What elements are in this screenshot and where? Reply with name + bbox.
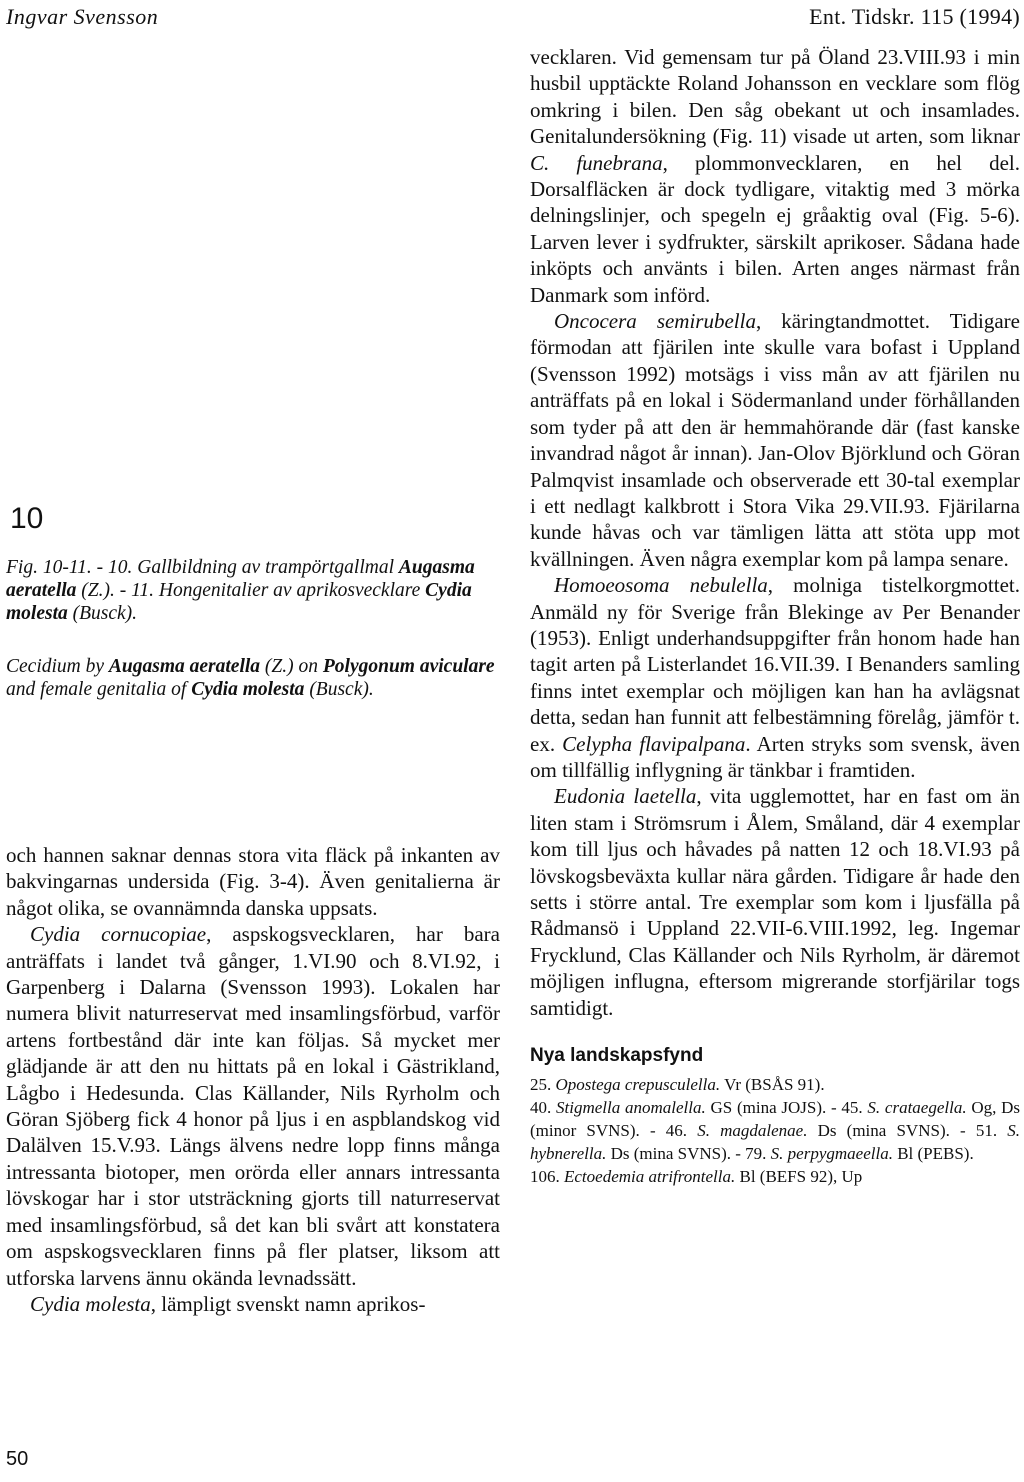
caption-english: Cecidium by Augasma aeratella (Z.) on Polygonum aviculare and female genitalia of Cydia molesta (Busck).	[6, 656, 495, 700]
section-heading: Nya landskapsfynd	[530, 1045, 704, 1067]
body-paragraph: Cydia molesta, lämpligt svenskt namn aprikos-	[30, 1291, 426, 1316]
figure-caption	[6, 556, 502, 701]
running-head-author: Ingvar Svensson	[6, 4, 159, 29]
record-item: 40. Stigmella anomalella. GS (mina JOJS). - 45. S. crataegella. Og, Ds (minor SVNS). - 46. S. magdalenae. Ds (mina SVNS). - 51. S. hybnerella. Ds (mina SVNS). - 79. S. perpygmaeella. Bl (PEBS).	[530, 1098, 1021, 1164]
caption-swedish: Fig. 10-11. - 10. Gallbildning av trampörtgallmal Augasma aeratella (Z.). - 11. Hongenitalier av aprikosvecklare Cydia molesta (Busck).	[6, 557, 475, 624]
left-column	[6, 842, 500, 1317]
body-paragraph: vecklaren. Vid gemensam tur på Öland 23.VIII.93 i min husbil upptäckte Roland Johansson en vecklare som flög omkring i bilen. Den såg obekant ut och insamlades. Genitalundersökning (Fig. 11) visade ut arten, som liknar C. funebrana, plommonvecklaren, en hel del. Dorsalfläcken är dock tydligare, vitaktig med 3 mörka delningslinjer, och spegeln ej gråaktig oval (Fig. 5-6). Larven lever i sydfrukter, särskilt aprikoser. Sådana hade inköpts och använts i bilen. Arten anges närmast från Danmark som införd.	[530, 45, 1020, 307]
page-number: 50	[6, 1448, 29, 1470]
body-paragraph: Cydia cornucopiae, aspskogsvecklaren, har bara anträffats i landet två gånger, 1.VI.90 och 8.VI.92, i Garpenberg i Dalarna (Svensson 1993). Lokalen har numera blivit naturreservat med insamlingsförbud, varför artens fortbestånd där inte kan följas. Så mycket mer glädjande är att den nu hittats på en lokal i Gästrikland, Lågbo i Hedesunda. Clas Källander, Nils Ryrholm och Göran Sjöberg fick 4 honor på ljus i en aspblandskog vid Dalälven 15.V.93. Längs älvens nedre lopp finns många intressanta biotoper, men orörda eller annars intressanta lövskogar har i stor utsträckning gjorts till naturreservat med insamlingsförbud, så det kan bli svårt att konstatera om aspskogsvecklaren finns på fler platser, liksom att utforska larvens ännu okända levnadssätt.	[6, 922, 500, 1290]
province-records	[530, 1073, 1020, 1188]
body-paragraph: Homoeosoma nebulella, molniga tistelkorgmottet. Anmäld ny för Sverige från Blekinge av Per Benander (1953). Enligt underhandsuppgifter från honom hade han tagit arten på Listerlandet 16.VII.39. I Benanders samling finns intet exemplar och möjligen kan han ha avlägsnat detta, sedan han funnit att felbestämning förelåg, jämför t. ex. Celypha flavipalpana. Arten stryks som svensk, även om tillfällig inflygning är tänkbar i framtiden.	[530, 573, 1020, 782]
running-head-journal: Ent. Tidskr. 115 (1994)	[809, 4, 1020, 29]
body-paragraph: Eudonia laetella, vita ugglemottet, har en fast om än liten stam i Strömsrum i Ålem, Småland, där 4 exemplar kom till ljus och håvades på natten 12 och 18.VI.93 på lövskogsbeväxta kullar nära gården. Tidigare år hade den setts i större antal. Tre exemplar som kom i ljusfälla på Rådmansö i Uppland 22.VII-6.VIII.1992, leg. Ingemar Frycklund, Clas Källander och Nils Ryrholm, är däremot möjligen influgna, eftersom migrerande storfjärilar togs samtidigt.	[530, 784, 1020, 1020]
right-column	[530, 44, 1020, 1188]
record-item: 106. Ectoedemia atrifrontella. Bl (BEFS 92), Up	[530, 1167, 863, 1187]
body-paragraph: och hannen saknar dennas stora vita fläck på inkanten av bakvingarnas undersida (Fig. 3-4). Även genitalierna är något olika, se ovannämnda danska uppsats.	[6, 843, 500, 920]
figure-number: 10	[10, 502, 44, 535]
body-paragraph: Oncocera semirubella, käringtandmottet. Tidigare förmodan att fjärilen inte skulle vara bofast i Uppland (Svensson 1992) motsägs i viss mån av att fjärilen nu anträffats på en lokal i Södermanland under förhållanden som tyder på att den är hemmahörande där (fast kanske invandrad något år innan). Jan-Olov Björklund och Göran Palmqvist insamlade och observerade ett 30-tal exemplar i ett nedlagt kalkbrott i Stora Vika 29.VII.93. Fjärilarna kunde håvas och var tämligen lätta att stöta upp mot kvällningen. Även några exemplar kom på lampa senare.	[530, 309, 1020, 571]
record-item: 25. Opostega crepusculella. Vr (BSÅS 91).	[530, 1075, 825, 1095]
